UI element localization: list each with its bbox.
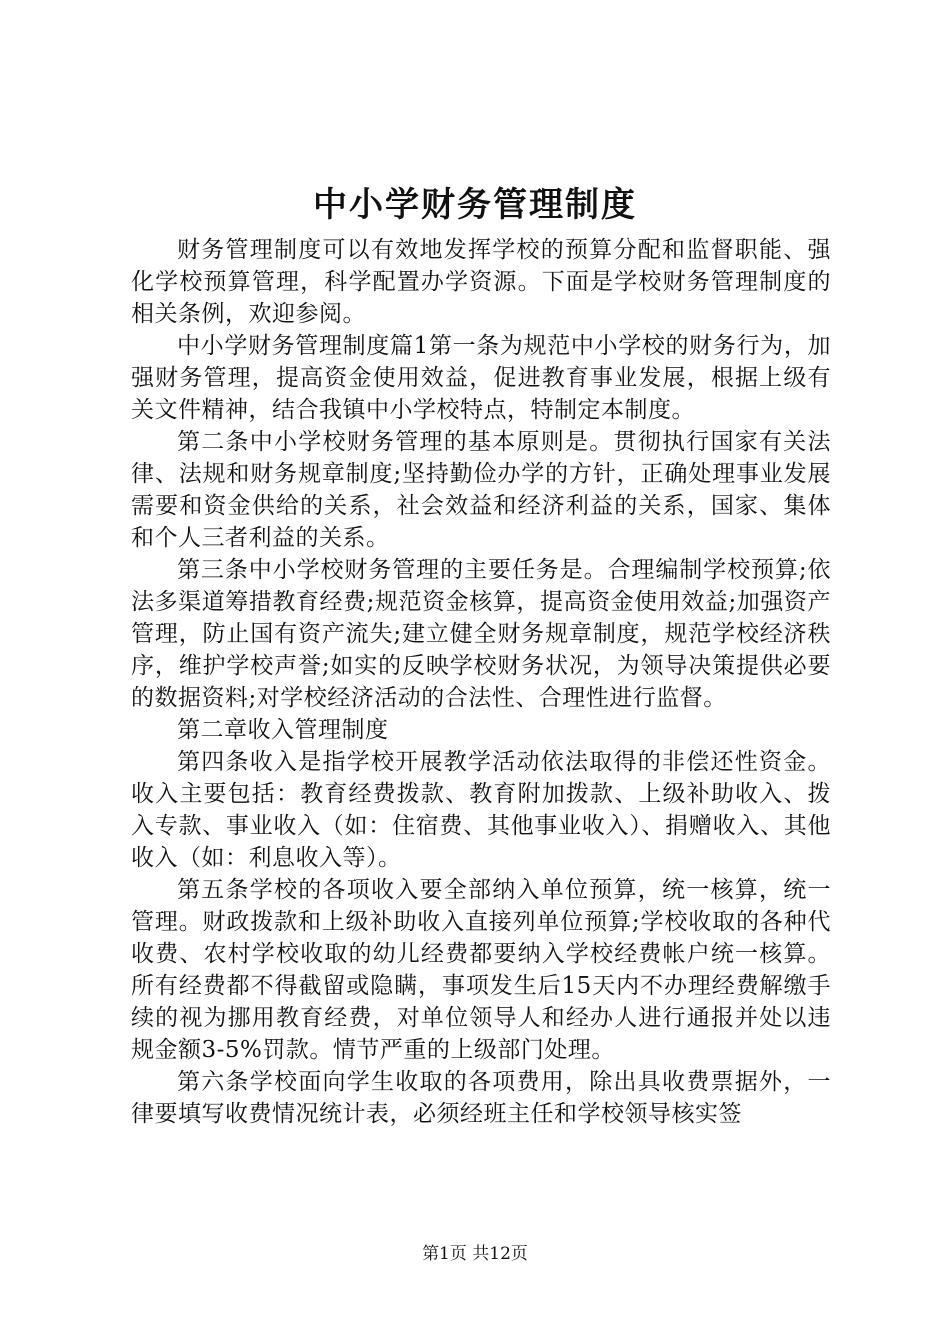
paragraph-article-5: 第五条学校的各项收入要全部纳入单位预算，统一核算，统一管理。财政拨款和上级补助收入直接列单位预算;学校收取的各种代收费、农村学校收取的幼儿经费都要纳入学校经费帐户统一核算。所有经费都不得截留或隐瞒，事项发生后15天内不办理经费解缴手续的视为挪用教育经费，对单位领导人和经办人进行通报并处以违规金额3-5%罚款。情节严重的上级部门处理。 bbox=[131, 877, 831, 1063]
paragraph-article-2: 第二条中小学校财务管理的基本原则是。贯彻执行国家有关法律、法规和财务规章制度;坚持勤俭办学的方针，正确处理事业发展需要和资金供给的关系，社会效益和经济利益的关系，国家、集体和个人三者利益的关系。 bbox=[131, 429, 831, 551]
chapter-heading: 第二章收入管理制度 bbox=[177, 717, 389, 743]
document-title: 中小学财务管理制度 bbox=[313, 185, 637, 225]
paragraph-intro: 财务管理制度可以有效地发挥学校的预算分配和监督职能、强化学校预算管理，科学配置办学资源。下面是学校财务管理制度的相关条例，欢迎参阅。 bbox=[131, 237, 831, 327]
paragraph-article-1: 中小学财务管理制度篇1第一条为规范中小学校的财务行为，加强财务管理，提高资金使用效益，促进教育事业发展，根据上级有关文件精神，结合我镇中小学校特点，特制定本制度。 bbox=[131, 333, 831, 423]
paragraph-article-3: 第三条中小学校财务管理的主要任务是。合理编制学校预算;依法多渠道筹措教育经费;规范资金核算，提高资金使用效益;加强资产管理，防止国有资产流失;建立健全财务规章制度，规范学校经济秩序，维护学校声誉;如实的反映学校财务状况，为领导决策提供必要的数据资料;对学校经济活动的合法性、合理性进行监督。 bbox=[131, 557, 831, 711]
paragraph-article-6: 第六条学校面向学生收取的各项费用，除出具收费票据外，一律要填写收费情况统计表，必须经班主任和学校领导核实签 bbox=[131, 1069, 831, 1127]
document-body bbox=[131, 234, 831, 1130]
paragraph-article-4: 第四条收入是指学校开展教学活动依法取得的非偿还性资金。收入主要包括：教育经费拨款、教育附加拨款、上级补助收入、拨入专款、事业收入（如：住宿费、其他事业收入）、捐赠收入、其他收入（如：利息收入等）。 bbox=[131, 749, 831, 871]
page-number-footer: 第1页 共12页 bbox=[422, 1244, 528, 1264]
